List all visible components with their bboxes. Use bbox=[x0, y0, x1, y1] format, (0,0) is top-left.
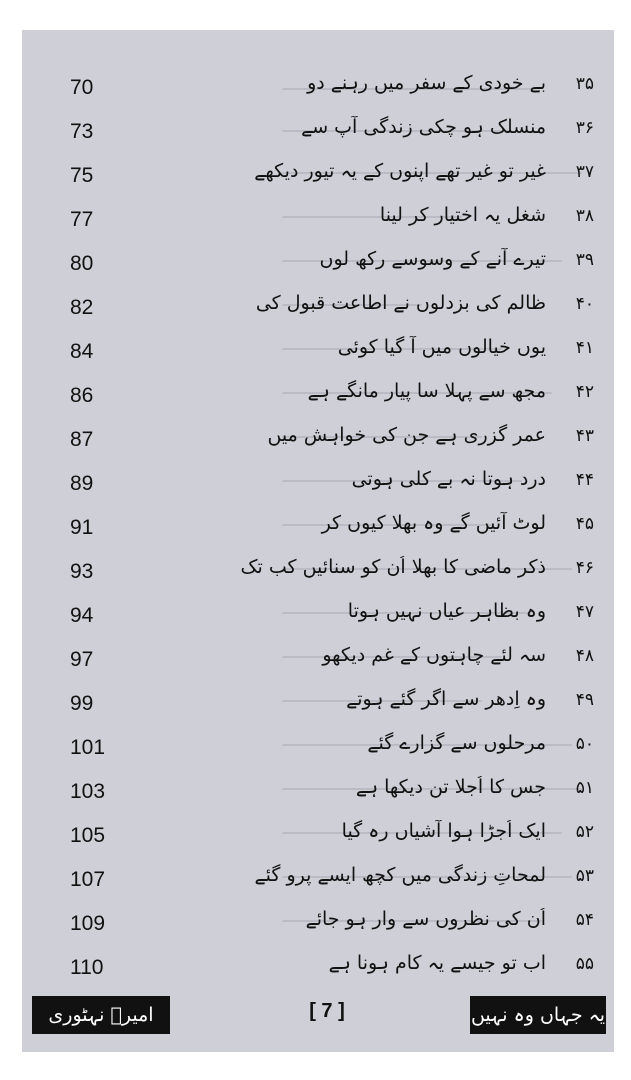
toc-row bbox=[22, 554, 614, 598]
book-title-box: یہ جہاں وہ نہیں bbox=[470, 996, 606, 1034]
toc-page-number: 91 bbox=[70, 516, 94, 539]
toc-row bbox=[22, 642, 614, 686]
toc-row bbox=[22, 246, 614, 290]
toc-page-number: 101 bbox=[70, 736, 106, 759]
toc-title: لمحاتِ زندگی میں کچھ ایسے پرو گئے bbox=[254, 864, 546, 886]
toc-index: ۵۲ bbox=[575, 822, 594, 842]
toc-index: ۳۹ bbox=[575, 250, 594, 270]
toc-page-number: 103 bbox=[70, 780, 106, 803]
toc-page-number: 107 bbox=[70, 868, 106, 891]
toc-title: مرحلوں سے گزارے گئے bbox=[367, 732, 546, 754]
toc-index: ۴۶ bbox=[575, 558, 594, 578]
toc-index: ۴۱ bbox=[575, 338, 594, 358]
toc-row bbox=[22, 378, 614, 422]
toc-page-number: 105 bbox=[70, 824, 106, 847]
book-page bbox=[22, 30, 614, 1052]
toc-row bbox=[22, 114, 614, 158]
toc-index: ۳۸ bbox=[575, 206, 594, 226]
toc-title: ظالم کی بزدلوں نے اطاعت قبول کی bbox=[255, 292, 546, 314]
toc-page-number: 70 bbox=[70, 76, 94, 99]
toc-index: ۳۷ bbox=[575, 162, 594, 182]
toc-index: ۳۶ bbox=[575, 118, 594, 138]
toc-page-number: 80 bbox=[70, 252, 94, 275]
toc-title: تیرے آنے کے وسوسے رکھ لوں bbox=[319, 248, 546, 270]
toc-title: اب تو جیسے یہ کام ہونا ہے bbox=[328, 952, 546, 974]
toc-index: ۴۳ bbox=[575, 426, 594, 446]
toc-index: ۳۵ bbox=[575, 74, 594, 94]
toc-row bbox=[22, 862, 614, 906]
toc-index: ۵۴ bbox=[575, 910, 594, 930]
toc-index: ۵۵ bbox=[575, 954, 594, 974]
page-number-label: [ 7 ] bbox=[309, 1000, 345, 1022]
toc-title: سہ لئے چاہتوں کے غم دیکھو bbox=[322, 644, 546, 666]
toc-index: ۵۳ bbox=[575, 866, 594, 886]
toc-page-number: 110 bbox=[70, 956, 104, 979]
toc-page-number: 77 bbox=[70, 208, 94, 231]
toc-row bbox=[22, 598, 614, 642]
toc-row bbox=[22, 334, 614, 378]
toc-page-number: 87 bbox=[70, 428, 94, 451]
toc-row bbox=[22, 906, 614, 950]
toc-page-number: 109 bbox=[70, 912, 106, 935]
toc-title: منسلک ہو چکی زندگی آپ سے bbox=[301, 116, 546, 138]
toc-title: یوں خیالوں میں آ گیا کوئی bbox=[337, 336, 546, 358]
toc-page-number: 97 bbox=[70, 648, 94, 671]
toc-title: اُن کی نظروں سے وار ہو جائے bbox=[305, 908, 546, 930]
toc-page-number: 99 bbox=[70, 692, 94, 715]
toc-row bbox=[22, 950, 614, 994]
toc-row bbox=[22, 818, 614, 862]
toc-index: ۴۲ bbox=[575, 382, 594, 402]
author-name-box: امیرؔ نہٹوری bbox=[32, 996, 170, 1034]
toc-index: ۴۵ bbox=[575, 514, 594, 534]
toc-page-number: 89 bbox=[70, 472, 94, 495]
toc-page-number: 86 bbox=[70, 384, 94, 407]
toc-title: شغل یہ اختیار کر لینا bbox=[379, 204, 546, 226]
toc-index: ۴۷ bbox=[575, 602, 594, 622]
toc-title: وہ بظاہر عیاں نہیں ہوتا bbox=[347, 600, 546, 622]
toc-title: عمر گزری ہے جن کی خواہش میں bbox=[267, 424, 546, 446]
toc-page-number: 75 bbox=[70, 164, 94, 187]
toc-page-number: 93 bbox=[70, 560, 94, 583]
toc-index: ۵۱ bbox=[575, 778, 594, 798]
toc-title: وہ اِدھر سے اگر گئے ہوتے bbox=[346, 688, 546, 710]
toc-page-number: 73 bbox=[70, 120, 94, 143]
toc-page-number: 94 bbox=[70, 604, 94, 627]
toc-row bbox=[22, 202, 614, 246]
toc-title: ذکر ماضی کا بھلا اُن کو سنائیں کب تک bbox=[240, 556, 546, 578]
toc-row bbox=[22, 70, 614, 114]
toc-title: ایک اُجڑا ہوا آشیاں رہ گیا bbox=[341, 820, 546, 842]
toc-row bbox=[22, 158, 614, 202]
toc-page-number: 82 bbox=[70, 296, 94, 319]
toc-row bbox=[22, 686, 614, 730]
toc-index: ۵۰ bbox=[575, 734, 594, 754]
toc-index: ۴۰ bbox=[575, 294, 594, 314]
toc-page-number: 84 bbox=[70, 340, 94, 363]
toc-title: مجھ سے پہلا سا پیار مانگے ہے bbox=[307, 380, 546, 402]
toc-index: ۴۹ bbox=[575, 690, 594, 710]
toc-index: ۴۴ bbox=[575, 470, 594, 490]
toc-title: بے خودی کے سفر میں رہنے دو bbox=[307, 72, 546, 94]
toc-row bbox=[22, 774, 614, 818]
toc-row bbox=[22, 510, 614, 554]
toc-row bbox=[22, 466, 614, 510]
toc-title: لوٹ آئیں گے وہ بھلا کیوں کر bbox=[321, 512, 546, 534]
toc-index: ۴۸ bbox=[575, 646, 594, 666]
toc-row bbox=[22, 730, 614, 774]
toc-title: غیر تو غیر تھے اپنوں کے یہ تیور دیکھے bbox=[254, 160, 546, 182]
toc-title: درد ہوتا نہ بے کلی ہوتی bbox=[351, 468, 546, 490]
toc-row bbox=[22, 290, 614, 334]
toc-title: جس کا اُجلا تن دیکھا ہے bbox=[355, 776, 546, 798]
toc-row bbox=[22, 422, 614, 466]
